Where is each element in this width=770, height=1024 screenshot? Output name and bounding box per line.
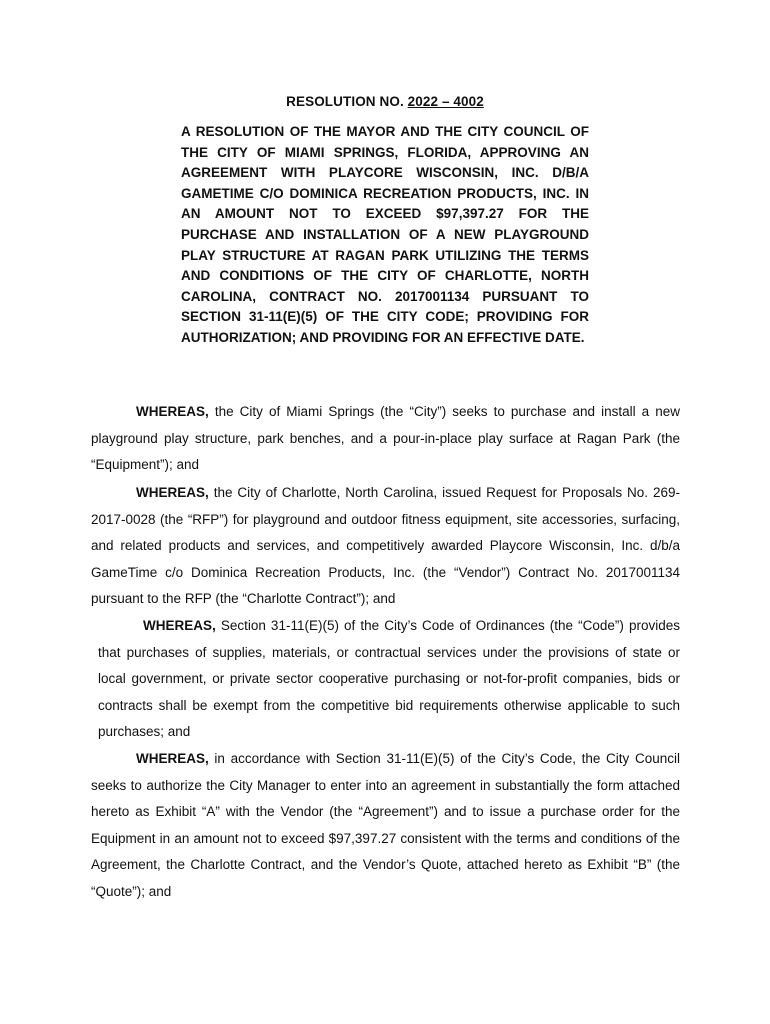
paragraph-text: the City of Charlotte, North Carolina, issued Request for Proposals No. 269-2017-0028 (the “RFP”) for playground and outdoor fitness equipment, site accessories, surfacing, and related products and services, and competitively awarded Playcore Wisconsin, Inc. d/b/a GameTime c/o Dominica Recreation Products, Inc. (the “Vendor”) Contract No. 2017001134 pursuant to the RFP (the “Charlotte Contract”); and: [91, 485, 680, 606]
whereas-label: WHEREAS,: [136, 485, 209, 500]
whereas-paragraph-3: [98, 613, 680, 746]
resolution-prefix: RESOLUTION NO.: [286, 94, 408, 109]
paragraph-text: in accordance with Section 31-11(E)(5) of the City’s Code, the City Council seeks to authorize the City Manager to enter into an agreement in substantially the form attached hereto as Exhibit “A” with the Vendor (the “Agreement”) and to issue a purchase order for the Equipment in an amount not to exceed $97,397.27 consistent with the terms and conditions of the Agreement, the Charlotte Contract, and the Vendor’s Quote, attached hereto as Exhibit “B” (the “Quote”); and: [91, 751, 680, 899]
whereas-label: WHEREAS,: [136, 751, 209, 766]
resolution-title: [0, 94, 770, 109]
whereas-paragraph-4: [91, 746, 680, 905]
whereas-paragraph-1: [91, 399, 680, 479]
resolution-caption: A RESOLUTION OF THE MAYOR AND THE CITY COUNCIL OF THE CITY OF MIAMI SPRINGS, FLORIDA, APPROVING AN AGREEMENT WITH PLAYCORE WISCONSIN, INC. D/B/A GAMETIME C/O DOMINICA RECREATION PRODUCTS, INC. IN AN AMOUNT NOT TO EXCEED $97,397.27 FOR THE PURCHASE AND INSTALLATION OF A NEW PLAYGROUND PLAY STRUCTURE AT RAGAN PARK UTILIZING THE TERMS AND CONDITIONS OF THE CITY OF CHARLOTTE, NORTH CAROLINA, CONTRACT NO. 2017001134 PURSUANT TO SECTION 31-11(E)(5) OF THE CITY CODE; PROVIDING FOR AUTHORIZATION; AND PROVIDING FOR AN EFFECTIVE DATE.: [181, 124, 589, 345]
whereas-paragraph-2: [91, 480, 680, 613]
resolution-number: 2022 – 4002: [407, 94, 484, 109]
paragraph-text: the City of Miami Springs (the “City”) seeks to purchase and install a new playground play structure, park benches, and a pour-in-place play surface at Ragan Park (the “Equipment”); and: [91, 404, 680, 472]
paragraph-text: Section 31-11(E)(5) of the City’s Code of Ordinances (the “Code”) provides that purchases of supplies, materials, or contractual services under the provisions of state or local government, or private sector cooperative purchasing or not-for-profit companies, bids or contracts shall be exempt from the competitive bid requirements otherwise applicable to such purchases; and: [98, 618, 680, 739]
whereas-label: WHEREAS,: [136, 404, 209, 419]
whereas-label: WHEREAS,: [143, 618, 216, 633]
